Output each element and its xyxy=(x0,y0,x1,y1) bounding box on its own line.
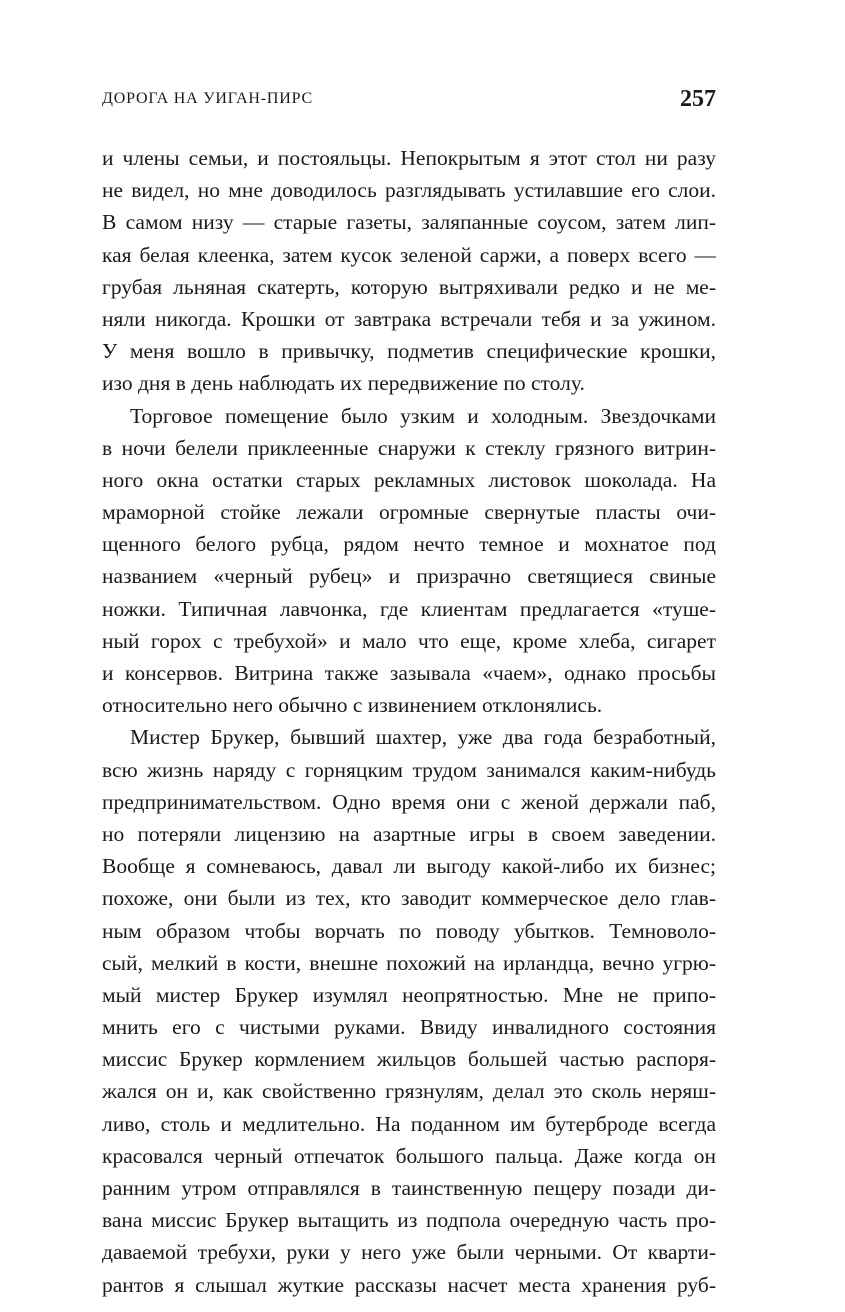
text-line: предпринимательством. Одно время они с женой держали паб, xyxy=(102,789,716,814)
text-line: мнить его с чистыми руками. Ввиду инвалидного состояния xyxy=(102,1015,716,1040)
text-line: грубая льняная скатерть, которую вытряхивали редко и не ме- xyxy=(102,274,716,299)
text-line: Торговое помещение было узким и холодным. Звездочками xyxy=(130,403,716,428)
text-line: и члены семьи, и постояльцы. Непокрытым я этот стол ни разу xyxy=(102,146,716,170)
text-line: изо дня в день наблюдать их передвижение по столу. xyxy=(102,371,585,396)
text-line: красовался черный отпечаток большого пальца. Даже когда он xyxy=(102,1143,716,1168)
text-line: мый мистер Брукер изумлял неопрятностью. Мне не припо- xyxy=(102,982,716,1007)
text-line: няли никогда. Крошки от завтрака встречали тебя и за ужином. xyxy=(102,306,716,331)
book-title: ДОРОГА НА УИГАН-ПИРС xyxy=(102,90,313,107)
text-line: ным образом чтобы ворчать по поводу убытков. Темноволо- xyxy=(102,918,716,943)
text-line: ранним утром отправлялся в таинственную пещеру позади ди- xyxy=(102,1176,716,1200)
text-line: сый, мелкий в кости, внешне похожий на ирландца, вечно угрю- xyxy=(102,950,716,975)
text-line: в ночи белели приклеенные снаружи к стеклу грязного витрин- xyxy=(102,435,716,460)
text-line: ножки. Типичная лавчонка, где клиентам предлагается «туше- xyxy=(102,596,716,621)
text-line: мраморной стойке лежали огромные свернутые пласты очи- xyxy=(102,500,716,525)
text-line: и консервов. Витрина также зазывала «чаем», однако просьбы xyxy=(102,661,716,685)
text-line: Мистер Брукер, бывший шахтер, уже два года безработный, xyxy=(130,725,716,750)
text-line: щенного белого рубца, рядом нечто темное и мохнатое под xyxy=(102,532,716,557)
text-line: похоже, они были из тех, кто заводит коммерческое дело глав- xyxy=(102,886,716,911)
text-line: ного окна остатки старых рекламных листовок шоколада. На xyxy=(102,467,716,492)
body-text xyxy=(102,142,716,1301)
text-line: всю жизнь наряду с горняцким трудом занимался каким-нибудь xyxy=(102,757,716,782)
text-line: жался он и, как свойственно грязнулям, делал это сколь неряш- xyxy=(102,1079,716,1104)
text-line: названием «черный рубец» и призрачно светящиеся свиные xyxy=(102,564,716,589)
text-line: даваемой требухи, руки у него уже были черными. От кварти- xyxy=(102,1240,716,1265)
text-line: но потеряли лицензию на азартные игры в своем заведении. xyxy=(102,821,716,846)
text-line: миссис Брукер кормлением жильцов большей частью распоря- xyxy=(102,1047,716,1072)
text-line: кая белая клеенка, затем кусок зеленой саржи, а поверх всего — xyxy=(102,242,716,267)
text-line: Вообще я сомневаюсь, давал ли выгоду какой-либо их бизнес; xyxy=(102,854,716,879)
text-line: не видел, но мне доводилось разглядывать устилавшие его слои. xyxy=(102,178,716,203)
text-line: вана миссис Брукер вытащить из подпола очередную часть про- xyxy=(102,1208,716,1233)
text-line: относительно него обычно с извинением отклонялись. xyxy=(102,693,603,718)
text-line: ный горох с требухой» и мало что еще, кроме хлеба, сигарет xyxy=(102,628,716,653)
text-line: ливо, столь и медлительно. На поданном им бутерброде всегда xyxy=(102,1111,716,1136)
running-head xyxy=(102,88,716,118)
text-line: У меня вошло в привычку, подметив специфические крошки, xyxy=(102,339,716,364)
page-number: 257 xyxy=(680,86,716,112)
text-line: В самом низу — старые газеты, заляпанные соусом, затем лип- xyxy=(102,210,716,235)
text-line: рантов я слышал жуткие рассказы насчет места хранения руб- xyxy=(102,1272,716,1297)
